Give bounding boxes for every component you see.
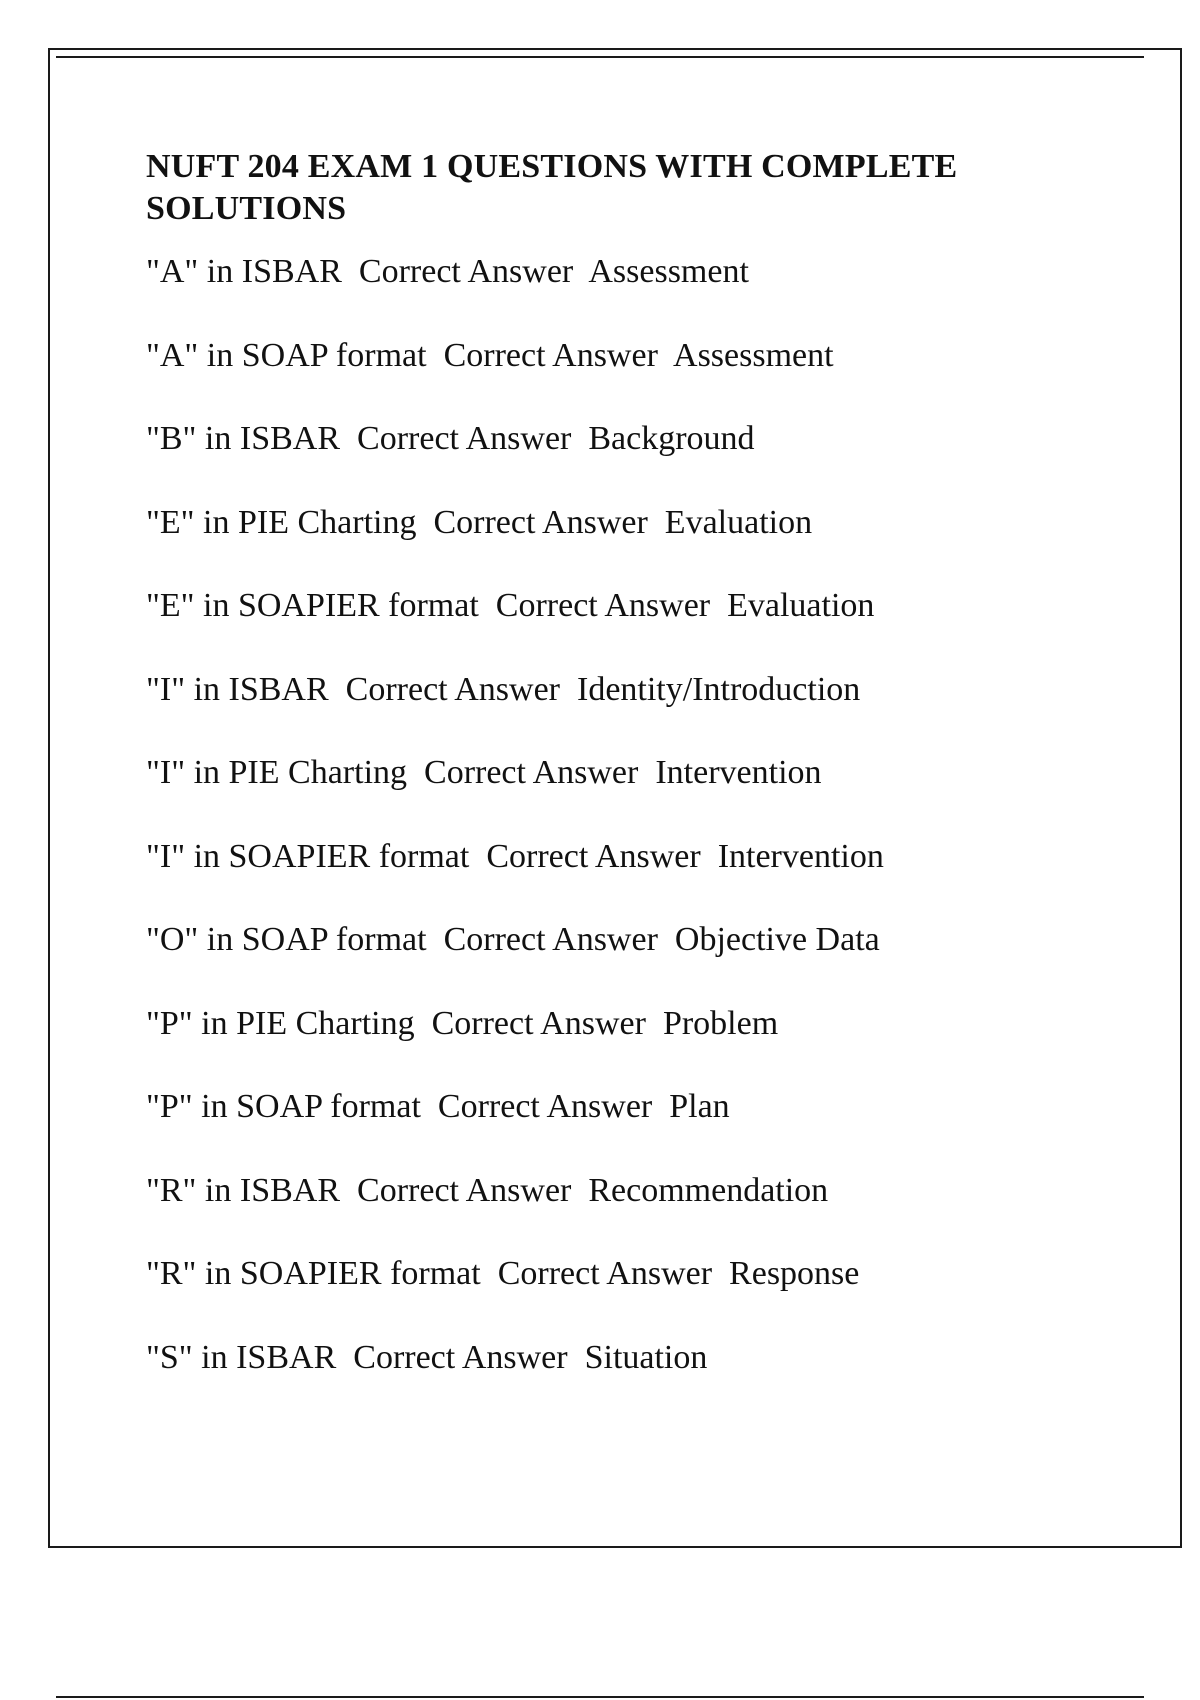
qa-question: "R" in ISBAR bbox=[146, 1171, 341, 1209]
qa-answer: Evaluation bbox=[664, 503, 813, 541]
qa-answer: Evaluation bbox=[727, 587, 875, 624]
qa-answer-label: Correct Answer bbox=[345, 670, 560, 708]
qa-item bbox=[146, 1171, 1086, 1211]
qa-question: "O" in SOAP format bbox=[146, 921, 427, 958]
qa-answer: Problem bbox=[662, 1004, 779, 1042]
qa-item bbox=[146, 336, 1086, 376]
qa-answer: Background bbox=[588, 420, 755, 457]
qa-answer-label: Correct Answer bbox=[353, 1338, 568, 1376]
qa-answer: Recommendation bbox=[588, 1171, 829, 1209]
qa-answer: Identity/Introduction bbox=[577, 670, 861, 708]
qa-answer-label: Correct Answer bbox=[443, 336, 658, 374]
qa-item bbox=[146, 503, 1086, 543]
qa-question: "I" in ISBAR bbox=[146, 670, 329, 708]
qa-item bbox=[146, 753, 1086, 793]
qa-question: "E" in PIE Charting bbox=[146, 503, 417, 541]
qa-item bbox=[146, 1004, 1086, 1044]
document-title: NUFT 204 EXAM 1 QUESTIONS WITH COMPLETE SOLUTIONS bbox=[146, 148, 958, 227]
qa-answer-label: Correct Answer bbox=[357, 420, 572, 457]
qa-answer-label: Correct Answer bbox=[437, 1088, 653, 1125]
qa-item bbox=[146, 670, 1086, 710]
qa-answer: Assessment bbox=[673, 336, 834, 374]
qa-question: "R" in SOAPIER format bbox=[146, 1255, 481, 1292]
qa-item bbox=[146, 586, 1086, 626]
qa-question: "I" in PIE Charting bbox=[146, 754, 408, 791]
qa-item bbox=[146, 419, 1086, 459]
qa-answer-label: Correct Answer bbox=[497, 1255, 713, 1292]
footer-rule bbox=[56, 1696, 1144, 1698]
qa-answer-label: Correct Answer bbox=[433, 503, 648, 541]
qa-question: "I" in SOAPIER format bbox=[146, 837, 470, 875]
document-body bbox=[146, 146, 1086, 1421]
qa-answer-label: Correct Answer bbox=[495, 587, 711, 624]
qa-question: "A" in ISBAR bbox=[146, 253, 342, 290]
qa-answer-label: Correct Answer bbox=[358, 253, 574, 290]
qa-answer: Objective Data bbox=[674, 921, 880, 958]
qa-question: "P" in PIE Charting bbox=[146, 1004, 415, 1042]
qa-answer-label: Correct Answer bbox=[486, 837, 701, 875]
qa-answer: Situation bbox=[584, 1338, 708, 1376]
qa-answer-label: Correct Answer bbox=[424, 754, 639, 791]
qa-question: "E" in SOAPIER format bbox=[146, 587, 479, 624]
qa-item bbox=[146, 1254, 1086, 1294]
qa-answer: Intervention bbox=[717, 837, 884, 875]
qa-question: "A" in SOAP format bbox=[146, 336, 427, 374]
qa-item bbox=[146, 837, 1086, 877]
qa-list bbox=[146, 252, 1086, 1378]
qa-item bbox=[146, 1338, 1086, 1378]
qa-question: "P" in SOAP format bbox=[146, 1088, 421, 1125]
qa-item bbox=[146, 252, 1086, 292]
qa-answer: Intervention bbox=[655, 754, 822, 791]
qa-answer: Assessment bbox=[588, 253, 749, 290]
qa-answer-label: Correct Answer bbox=[443, 921, 658, 958]
qa-item bbox=[146, 920, 1086, 960]
qa-answer-label: Correct Answer bbox=[357, 1171, 572, 1209]
qa-question: "S" in ISBAR bbox=[146, 1338, 337, 1376]
qa-item bbox=[146, 1087, 1086, 1127]
qa-answer-label: Correct Answer bbox=[431, 1004, 646, 1042]
qa-answer: Response bbox=[729, 1255, 860, 1292]
qa-question: "B" in ISBAR bbox=[146, 420, 341, 457]
header-rule bbox=[56, 56, 1144, 58]
qa-answer: Plan bbox=[669, 1088, 730, 1125]
